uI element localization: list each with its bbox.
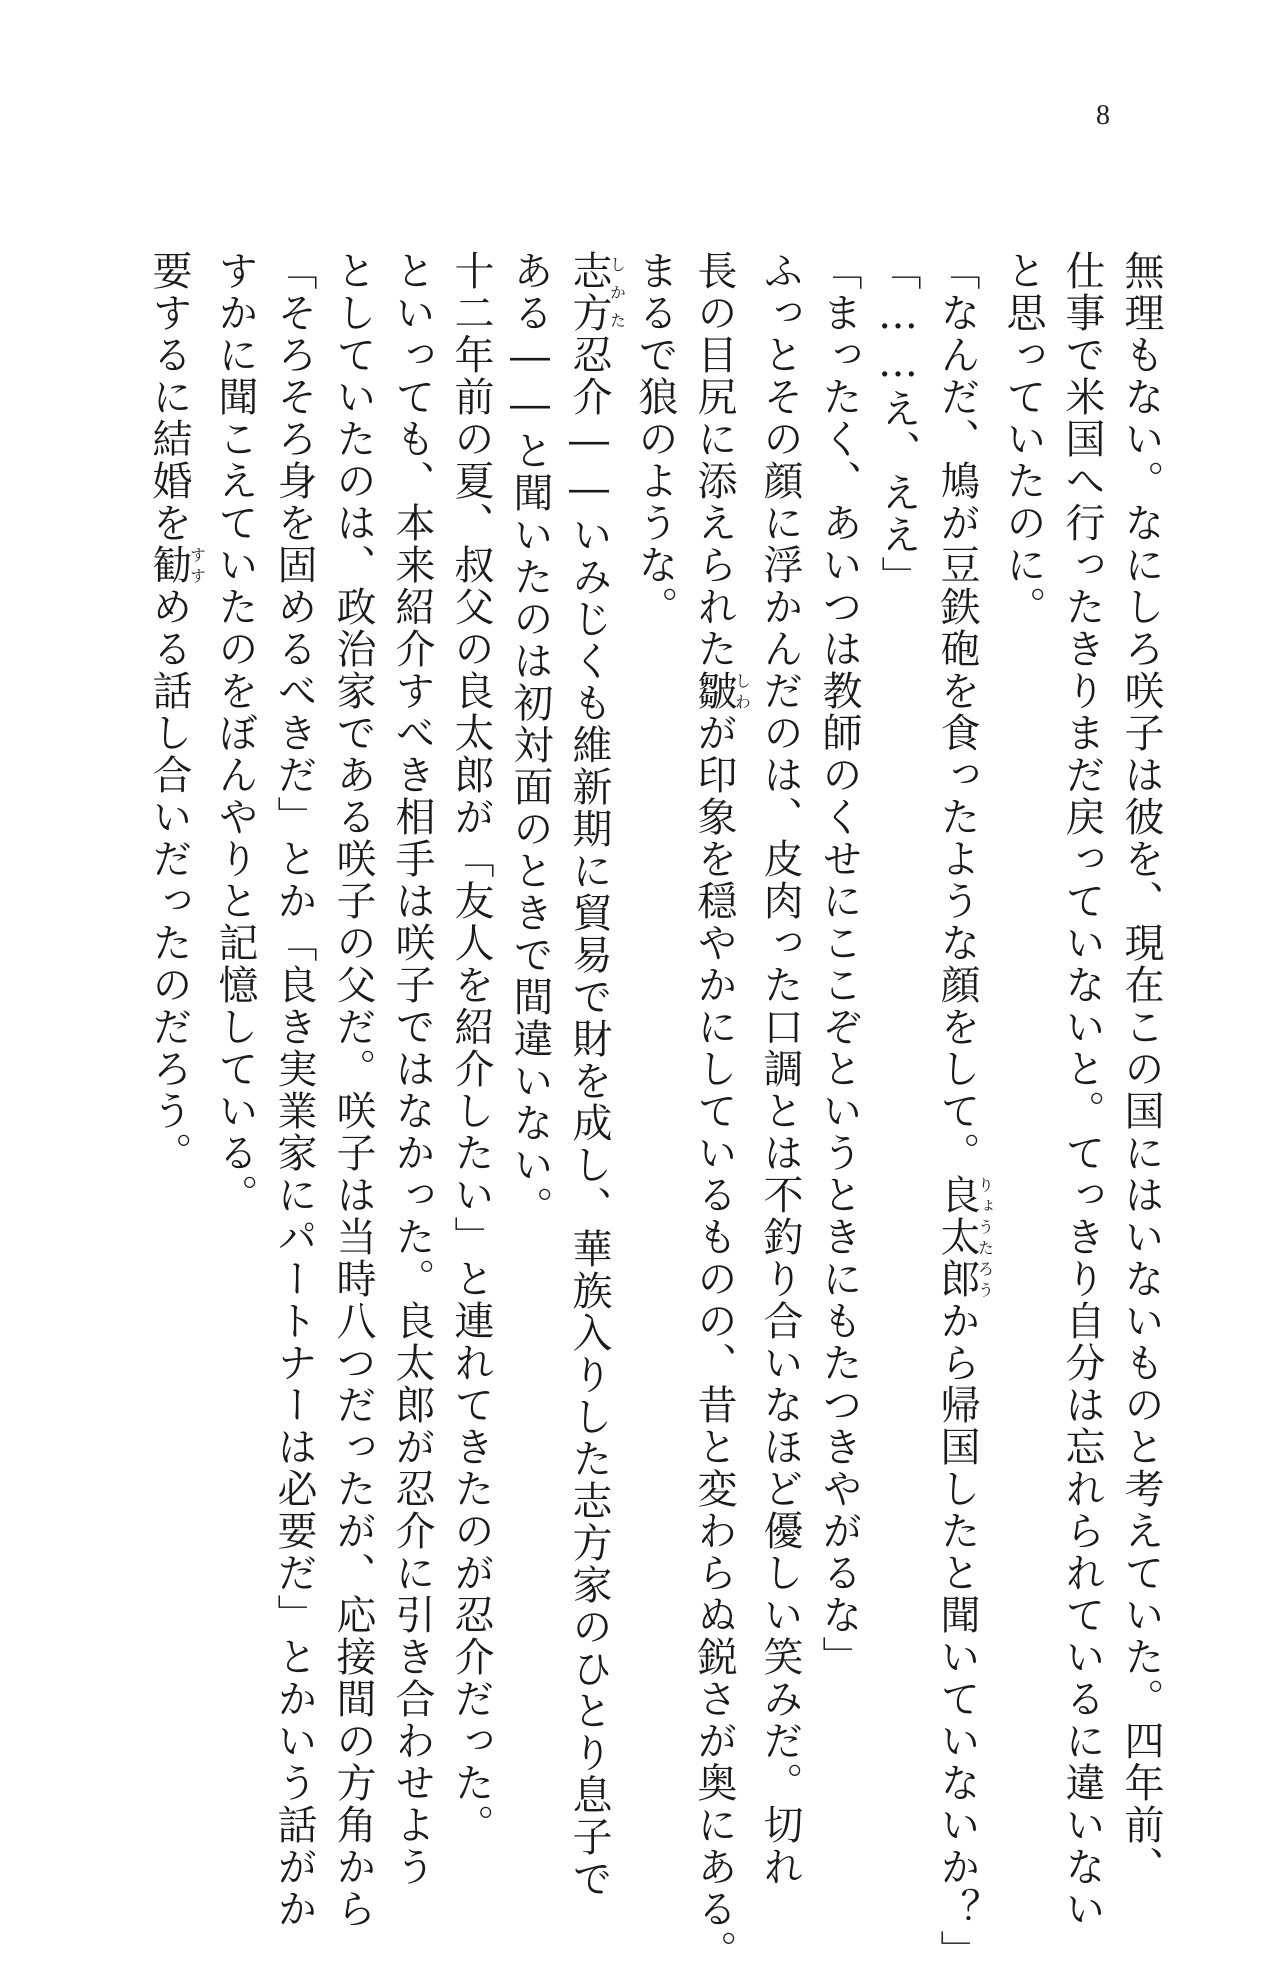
ruby-reading: しわ (732, 670, 752, 712)
text-line: 「そろそろ身を固めるべきだ」とか「良き実業家にパートナーは必要だ」とかいう話がか (271, 250, 317, 1930)
text-line: 仕事で米国へ行ったきりまだ戻っていないと。てっきり自分は忘れられているに違いない (1059, 250, 1105, 1930)
page-number: 8 (1096, 100, 1110, 131)
text-line: 十二年前の夏、叔父の良太郎が「友人を紹介したい」と連れてきたのが忍介だった。 (448, 250, 494, 1846)
text-line: 「まったく、あいつは教師のくせにここぞというときにもたつきやがるな」 (816, 250, 862, 1678)
text-segment: める話し合いだったのだろう。 (146, 586, 192, 1174)
text-segment: が印象を穏やかにしているものの、昔と変わらぬ鋭さが奥にある。 (691, 712, 737, 1972)
ruby-annotation (146, 544, 207, 586)
text-line: と思っていたのに。 (1000, 250, 1046, 628)
text-line: 無理もない。なにしろ咲子は彼を、現在この国にはいないものと考えていた。四年前、 (1118, 250, 1164, 1888)
text-line (927, 250, 995, 1972)
body-text (110, 250, 1170, 1972)
text-segment: 要するに結婚を (146, 250, 192, 544)
text-line: 「……え、ええ」 (875, 250, 921, 598)
text-segment: 忍介――いみじくも維新期に貿易で財を成し、華族入りした志方家のひとり息子で (566, 334, 612, 1900)
ruby-base: 皺 (691, 670, 737, 712)
ruby-annotation (566, 250, 627, 334)
ruby-reading: りょうたろう (975, 1174, 995, 1300)
ruby-reading: すす (187, 544, 207, 586)
text-segment: 長の目尻に添えられた (691, 250, 737, 670)
text-line (684, 250, 752, 1972)
text-line (139, 250, 205, 1730)
text-line (559, 250, 627, 1900)
text-line: まるで狼のような。 (632, 250, 678, 628)
ruby-reading: しかた (607, 250, 627, 334)
text-line: といっても、本来紹介すべき相手は咲子ではなかった。良太郎が忍介に引き合わせよう (389, 250, 435, 1888)
text-line: すかに聞こえていたのをぼんやりと記憶している。 (212, 250, 258, 1216)
text-segment: 「なんだ、鳩が豆鉄砲を食ったような顔をして。 (934, 250, 980, 1174)
ruby-base: 志方 (566, 250, 612, 334)
text-segment: から帰国したと聞いていないか？」 (934, 1300, 980, 1972)
ruby-annotation (934, 1174, 995, 1300)
text-line: としていたのは、政治家である咲子の父だ。咲子は当時八つだったが、応接間の方角から (330, 250, 376, 1930)
ruby-base: 勧 (146, 544, 192, 586)
text-line: ふっとその顔に浮かんだのは、皮肉った口調とは不釣り合いなほど優しい笑みだ。切れ (757, 250, 803, 1888)
ruby-annotation (691, 670, 752, 712)
text-line: ある――と聞いたのは初対面のときで間違いない。 (507, 250, 553, 1228)
ruby-base: 良太郎 (934, 1174, 980, 1300)
